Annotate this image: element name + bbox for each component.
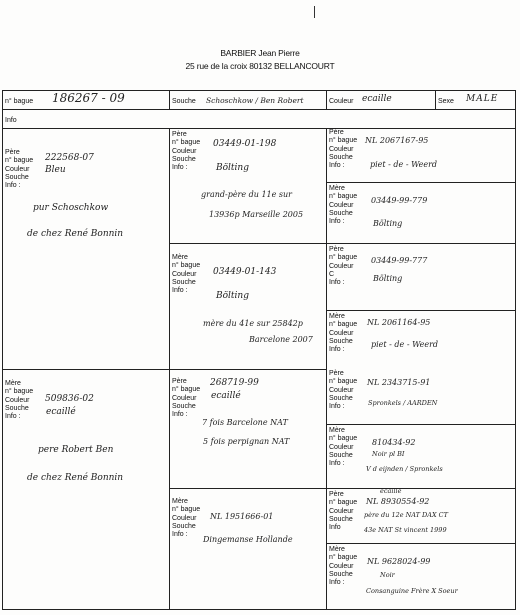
info-label: Info — [5, 117, 17, 124]
fm-couleur-label: Couleur — [172, 270, 197, 278]
mmm-couleur-label: Couleur — [329, 562, 354, 570]
mmf-info1: père du 12e NAT DAX CT — [364, 511, 448, 519]
subject-souche-value: Schoschkow / Ben Robert — [206, 96, 304, 105]
owner-address: 25 rue de la croix 80132 BELLANCOURT — [185, 61, 335, 71]
mf-couleur: ecaillé — [211, 391, 241, 401]
fm-labels — [172, 254, 200, 295]
father-souche-label: Souche — [5, 173, 29, 181]
fmm-souche: piet - de - Weerd — [371, 340, 439, 349]
mff-couleur-label: Couleur — [329, 386, 354, 394]
ff-pere-label: Père — [172, 131, 187, 138]
mother-couleur: ecaillé — [46, 407, 76, 417]
ffm-bague: 03449-99-779 — [371, 196, 428, 205]
mf-info-label: Info : — [172, 411, 188, 419]
ff-bague: 03449-01-198 — [213, 139, 277, 149]
mfm-bague-label: n° bague — [329, 435, 358, 443]
mother-mere-label: Mère — [5, 380, 21, 387]
mmf-info2: 43e NAT St vincent 1999 — [364, 526, 447, 534]
father-bague: 222568-07 — [45, 153, 94, 163]
father-couleur: Bleu — [45, 165, 66, 175]
ff-labels — [172, 131, 200, 172]
subject-sexe-label: Sexe — [438, 98, 454, 105]
mm-bague-label: n° bague — [172, 506, 201, 514]
mmm-couleur: Noir — [380, 571, 395, 579]
father-info-label: Info : — [5, 182, 21, 190]
fmf-bague: 03449-99-777 — [371, 256, 428, 265]
mmm-info-label: Info : — [329, 579, 345, 587]
fm-souche: Bölting — [216, 291, 249, 301]
father-labels — [5, 149, 33, 190]
mmm-labels — [329, 546, 357, 587]
ff-info-label: Info : — [172, 164, 188, 172]
ff-souche: Bölting — [216, 163, 249, 173]
father-bague-label: n° bague — [5, 157, 34, 165]
mmf-info-label: Info — [329, 524, 341, 532]
fmf-c-label: C — [329, 270, 335, 278]
fff-bague-label: n° bague — [329, 137, 358, 145]
mff-bague: NL 2343715-91 — [367, 378, 431, 387]
mfm-souche-label: Souche — [329, 451, 353, 459]
mfm-info-label: Info : — [329, 460, 345, 468]
mmf-labels — [329, 491, 357, 532]
ffm-labels — [329, 185, 357, 226]
mf-labels — [172, 378, 200, 419]
fm-souche-label: Souche — [172, 278, 196, 286]
mfm-couleur: Noir pl BI — [372, 450, 405, 458]
mfm-mere-label: Mère — [329, 427, 345, 434]
mff-info-label: Info : — [329, 403, 345, 411]
mother-info-label: Info : — [5, 413, 21, 421]
ffm-info-label: Info : — [329, 218, 345, 226]
mfm-couleur-label: Couleur — [329, 443, 354, 451]
subject-bague-value: 186267 - 09 — [52, 91, 125, 105]
fff-labels — [329, 129, 357, 170]
ffm-bague-label: n° bague — [329, 193, 358, 201]
ffm-mere-label: Mère — [329, 185, 345, 192]
subject-couleur-label: Couleur — [329, 98, 354, 105]
fmm-couleur-label: Couleur — [329, 329, 354, 337]
scan-speck — [314, 6, 315, 18]
mmf-bague-label: n° bague — [329, 499, 358, 507]
mmf-couleur-label: Couleur — [329, 507, 354, 515]
mother-couleur-label: Couleur — [5, 396, 30, 404]
mff-souche: Spronkels / AARDEN — [368, 399, 438, 407]
mother-bague: 509836-02 — [45, 394, 94, 404]
mmm-bague: NL 9628024-99 — [367, 557, 431, 566]
mff-pere-label: Père — [329, 370, 344, 377]
fff-info-label: Info : — [329, 162, 345, 170]
fmm-bague: NL 2061164-95 — [367, 318, 431, 327]
mf-info2: 5 fois perpignan NAT — [203, 437, 290, 446]
fm-info1: mère du 41e sur 25842p — [203, 319, 303, 328]
mf-souche-label: Souche — [172, 402, 196, 410]
fff-bague: NL 2067167-95 — [365, 136, 429, 145]
mm-souche-label: Souche — [172, 522, 196, 530]
mother-labels — [5, 380, 33, 421]
mmm-mere-label: Mère — [329, 546, 345, 553]
mfm-souche: V d eijnden / Spronkels — [366, 465, 443, 473]
ff-info1: grand-père du 11e sur — [201, 190, 293, 199]
mmm-bague-label: n° bague — [329, 554, 358, 562]
mm-labels — [172, 498, 200, 539]
fmm-bague-label: n° bague — [329, 321, 358, 329]
mm-couleur-label: Couleur — [172, 514, 197, 522]
mm-mere-label: Mère — [172, 498, 188, 505]
mf-bague: 268719-99 — [210, 378, 259, 388]
ff-souche-label: Souche — [172, 155, 196, 163]
mmm-souche-label: Souche — [329, 570, 353, 578]
fmm-info-label: Info : — [329, 346, 345, 354]
fmm-mere-label: Mère — [329, 313, 345, 320]
mmf-pere-label: Père — [329, 491, 344, 498]
subject-sexe-value: MALE — [466, 94, 499, 104]
mff-souche-label: Souche — [329, 394, 353, 402]
mfm-bague: 810434-92 — [372, 438, 416, 447]
mother-info1: pere Robert Ben — [38, 445, 114, 455]
fmf-souche: Bölting — [373, 274, 403, 283]
mm-souche: Dingemanse Hollande — [203, 535, 293, 544]
father-pere-label: Père — [5, 149, 20, 156]
father-info2: de chez René Bonnin — [27, 229, 124, 239]
subject-bague-label: n° bague — [5, 98, 34, 105]
fff-pere-label: Père — [329, 129, 344, 136]
mfm-labels — [329, 427, 357, 468]
fmf-labels — [329, 246, 357, 287]
fff-souche-label: Souche — [329, 153, 353, 161]
fmm-labels — [329, 313, 357, 354]
ff-bague-label: n° bague — [172, 139, 201, 147]
father-info1: pur Schoschkow — [33, 203, 109, 213]
mother-info2: de chez René Bonnin — [27, 473, 124, 483]
ffm-couleur-label: Couleur — [329, 201, 354, 209]
mf-pere-label: Père — [172, 378, 187, 385]
mff-bague-label: n° bague — [329, 378, 358, 386]
fmf-pere-label: Père — [329, 246, 344, 253]
owner-name: BARBIER Jean Pierre — [220, 48, 300, 58]
ffm-souche: Bölting — [373, 219, 403, 228]
fm-bague: 03449-01-143 — [213, 267, 277, 277]
fm-mere-label: Mère — [172, 254, 188, 261]
fff-souche: piet - de - Weerd — [370, 160, 438, 169]
mother-bague-label: n° bague — [5, 388, 34, 396]
mmf-bague: NL 8930554-92 — [366, 497, 430, 506]
mm-info-label: Info : — [172, 531, 188, 539]
fmf-bague-label: n° bague — [329, 254, 358, 262]
subject-couleur-value: ecaille — [362, 94, 392, 104]
info-row — [2, 109, 516, 129]
ff-info2: 13936p Marseille 2005 — [209, 210, 304, 219]
mff-labels — [329, 370, 357, 411]
mf-bague-label: n° bague — [172, 386, 201, 394]
fmm-souche-label: Souche — [329, 337, 353, 345]
fff-couleur-label: Couleur — [329, 145, 354, 153]
mf-couleur-label: Couleur — [172, 394, 197, 402]
ffm-souche-label: Souche — [329, 209, 353, 217]
mmf-couleur-note: ecaille — [380, 487, 402, 495]
mf-info1: 7 fois Barcelone NAT — [202, 418, 288, 427]
fm-info-label: Info : — [172, 287, 188, 295]
ff-couleur-label: Couleur — [172, 147, 197, 155]
subject-souche-label: Souche — [172, 98, 196, 105]
mm-bague: NL 1951666-01 — [210, 512, 274, 521]
mmf-souche-label: Souche — [329, 515, 353, 523]
fm-bague-label: n° bague — [172, 262, 201, 270]
mmm-souche: Consanguine Frère X Soeur — [366, 587, 458, 595]
fmf-info-label: Info : — [329, 279, 345, 287]
fmf-couleur-label: Couleur — [329, 262, 354, 270]
father-couleur-label: Couleur — [5, 165, 30, 173]
fm-info2: Barcelone 2007 — [249, 335, 313, 344]
mother-souche-label: Souche — [5, 404, 29, 412]
